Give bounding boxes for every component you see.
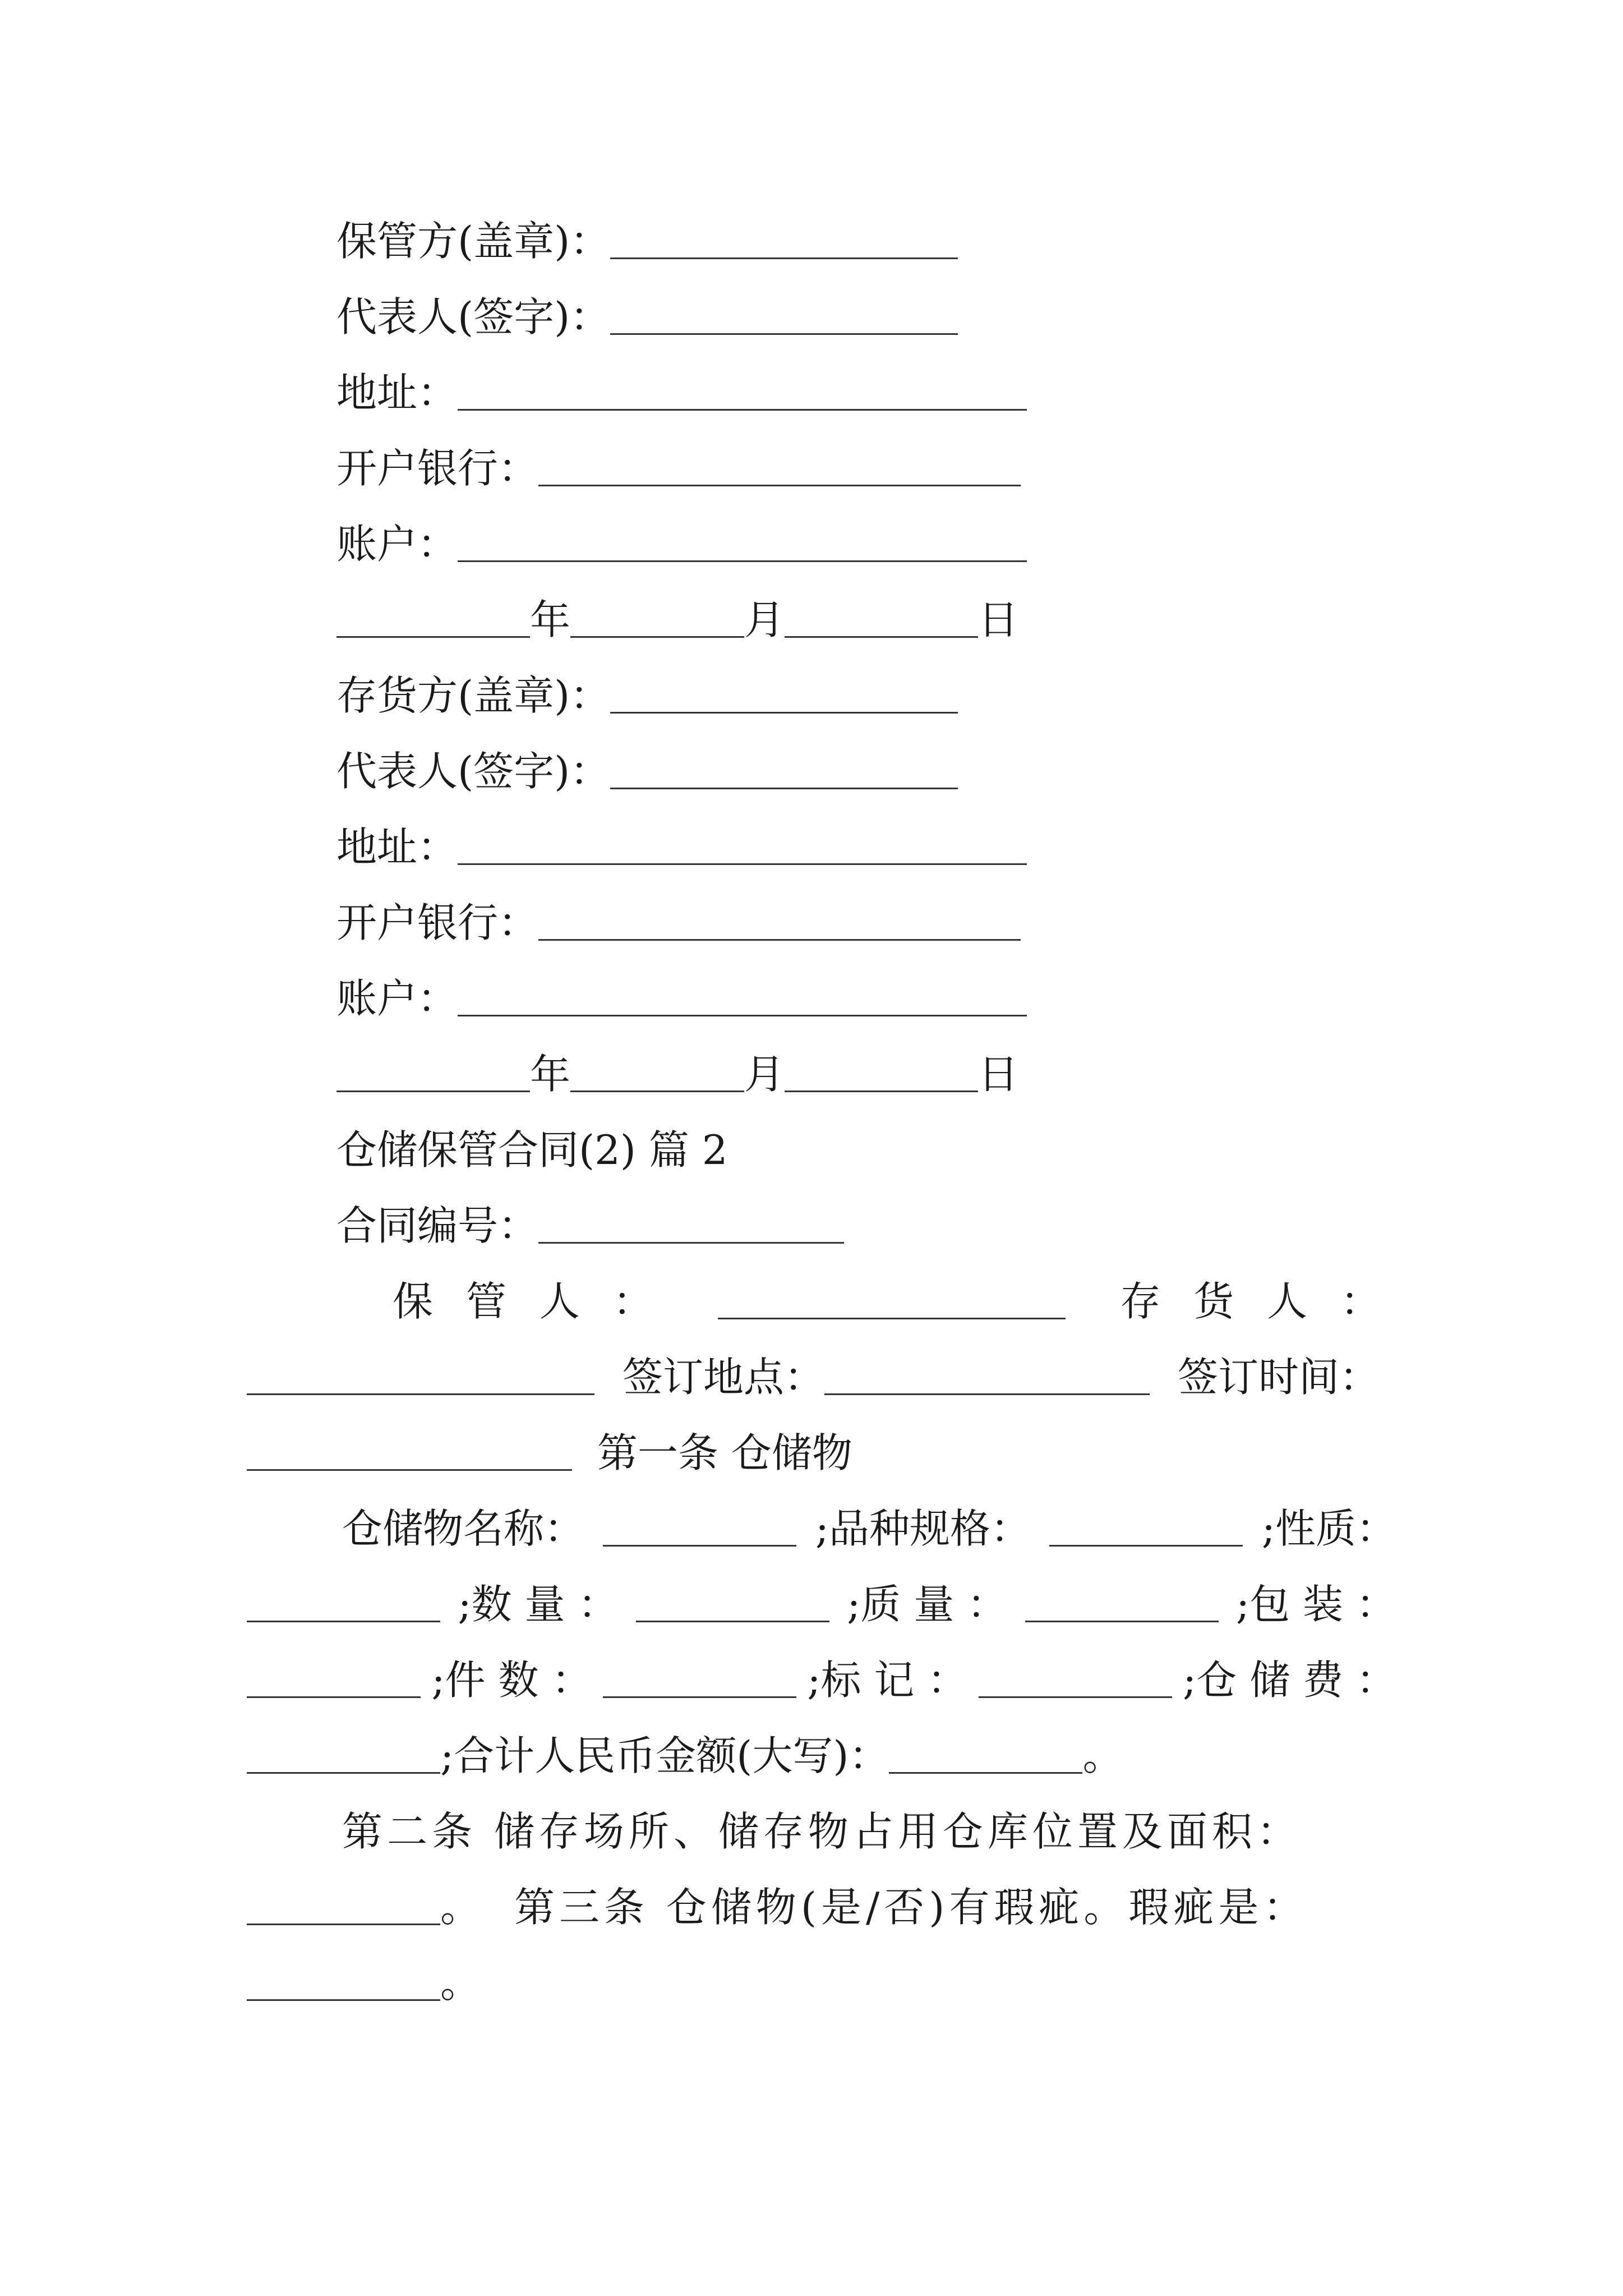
quantity-label: ;数 量 ： <box>458 1581 619 1628</box>
fee-label: ;仓 储 费 ： <box>1183 1657 1396 1704</box>
depositor-label: 存 货 人 ： <box>1120 1278 1391 1325</box>
spec-label: ;品种规格： <box>815 1505 1031 1552</box>
total-label: ;合计人民币金额(大写)： <box>440 1732 889 1779</box>
party-b-address-line <box>336 819 1027 875</box>
goods-line-4 <box>247 1728 1123 1784</box>
party-b-account-blank <box>458 977 1027 1016</box>
pieces-label: ;件 数 ： <box>431 1657 592 1704</box>
article2-line <box>342 1803 1352 1860</box>
party-b-address-blank <box>458 825 1027 865</box>
spec-blank <box>1049 1507 1243 1547</box>
party-b-seal-label: 存货方(盖章)： <box>336 672 611 719</box>
party-b-bank-blank <box>538 901 1021 941</box>
party-b-account-label: 账户： <box>336 975 458 1022</box>
contract-no-blank <box>538 1204 844 1244</box>
party-b-date-line <box>336 1046 1018 1102</box>
year-label: 年 <box>530 1051 571 1098</box>
quantity-blank <box>636 1582 829 1622</box>
section-heading-text: 仓储保管合同(2) 篇 2 <box>336 1126 728 1174</box>
nature-blank <box>247 1582 440 1622</box>
month-label: 月 <box>744 596 785 643</box>
month-label: 月 <box>744 1051 785 1098</box>
party-b-year-blank <box>336 1052 530 1092</box>
quality-blank <box>1025 1582 1219 1622</box>
article3-blank-line <box>247 1955 481 2011</box>
day-label: 日 <box>978 596 1019 643</box>
party-b-day-blank <box>785 1052 978 1092</box>
article3-line <box>247 1879 1308 1935</box>
contract-no-line <box>336 1198 844 1254</box>
section-heading <box>336 1122 728 1178</box>
party-a-address-blank <box>458 371 1027 411</box>
goods-name-blank <box>603 1507 796 1547</box>
article3-blank <box>247 1961 440 2001</box>
party-b-rep-line <box>336 743 958 799</box>
party-b-month-blank <box>570 1052 744 1092</box>
article3-text: 第三条 仓储物(是/否)有瑕疵。瑕疵是： <box>514 1884 1308 1931</box>
goods-line-3 <box>247 1652 1396 1708</box>
article3-period: 。 <box>440 1959 481 2007</box>
party-b-address-label: 地址： <box>336 823 458 871</box>
party-a-seal-blank <box>610 219 958 259</box>
party-a-day-blank <box>785 598 978 638</box>
keeper-label: 保 管 人 ： <box>393 1278 663 1325</box>
sign-time-label: 签订时间： <box>1178 1354 1380 1401</box>
parties-line <box>393 1273 1391 1329</box>
party-a-account-line <box>336 516 1027 572</box>
party-a-bank-line <box>336 440 1021 496</box>
quality-label: ;质 量 ： <box>847 1581 1008 1628</box>
packing-blank <box>247 1658 421 1698</box>
day-label: 日 <box>978 1051 1019 1098</box>
party-a-account-label: 账户： <box>336 521 458 568</box>
goods-line-1 <box>342 1501 1396 1557</box>
party-b-rep-blank <box>610 749 958 789</box>
party-b-seal-line <box>336 668 958 724</box>
sign-place-label: 签订地点： <box>623 1354 825 1401</box>
party-a-rep-blank <box>610 295 958 335</box>
sign-time-blank <box>247 1431 572 1471</box>
article2-text: 第二条 储存场所、储存物占用仓库位置及面积： <box>342 1808 1302 1855</box>
total-blank <box>889 1734 1082 1774</box>
party-b-bank-label: 开户银行： <box>336 899 539 946</box>
depositor-blank <box>247 1355 594 1395</box>
party-a-month-blank <box>570 598 744 638</box>
party-a-account-blank <box>458 522 1027 562</box>
sign-place-blank <box>824 1355 1150 1395</box>
year-label: 年 <box>530 596 571 643</box>
party-a-rep-line <box>336 289 958 345</box>
pieces-blank <box>603 1658 796 1698</box>
party-a-address-line <box>336 365 1027 421</box>
party-a-seal-label: 保管方(盖章)： <box>336 218 611 265</box>
article2-period: 。 <box>440 1884 481 1931</box>
party-a-seal-line <box>336 213 958 269</box>
party-a-bank-blank <box>538 447 1021 486</box>
fee-blank <box>247 1734 440 1774</box>
article1-line <box>247 1425 852 1481</box>
mark-label: ;标 记 ： <box>807 1657 968 1704</box>
goods-name-label: 仓储物名称： <box>342 1505 585 1552</box>
contract-no-label: 合同编号： <box>336 1202 539 1249</box>
party-b-bank-line <box>336 895 1021 951</box>
party-a-year-blank <box>336 598 530 638</box>
total-period: 。 <box>1082 1732 1123 1779</box>
article2-blank <box>247 1885 440 1925</box>
nature-label: ;性质： <box>1261 1505 1396 1552</box>
party-a-address-label: 地址： <box>336 369 458 416</box>
goods-line-2 <box>247 1576 1396 1632</box>
party-b-seal-blank <box>610 674 958 714</box>
sign-line <box>247 1349 1380 1405</box>
article1-title: 第一条 仓储物 <box>597 1429 852 1476</box>
party-a-bank-label: 开户银行： <box>336 445 539 492</box>
mark-blank <box>979 1658 1172 1698</box>
party-b-rep-label: 代表人(签字)： <box>336 748 611 795</box>
packing-label: ;包 装 ： <box>1235 1581 1396 1628</box>
party-a-date-line <box>336 592 1018 648</box>
keeper-blank <box>718 1280 1066 1319</box>
party-b-account-line <box>336 970 1027 1027</box>
party-a-rep-label: 代表人(签字)： <box>336 293 611 341</box>
